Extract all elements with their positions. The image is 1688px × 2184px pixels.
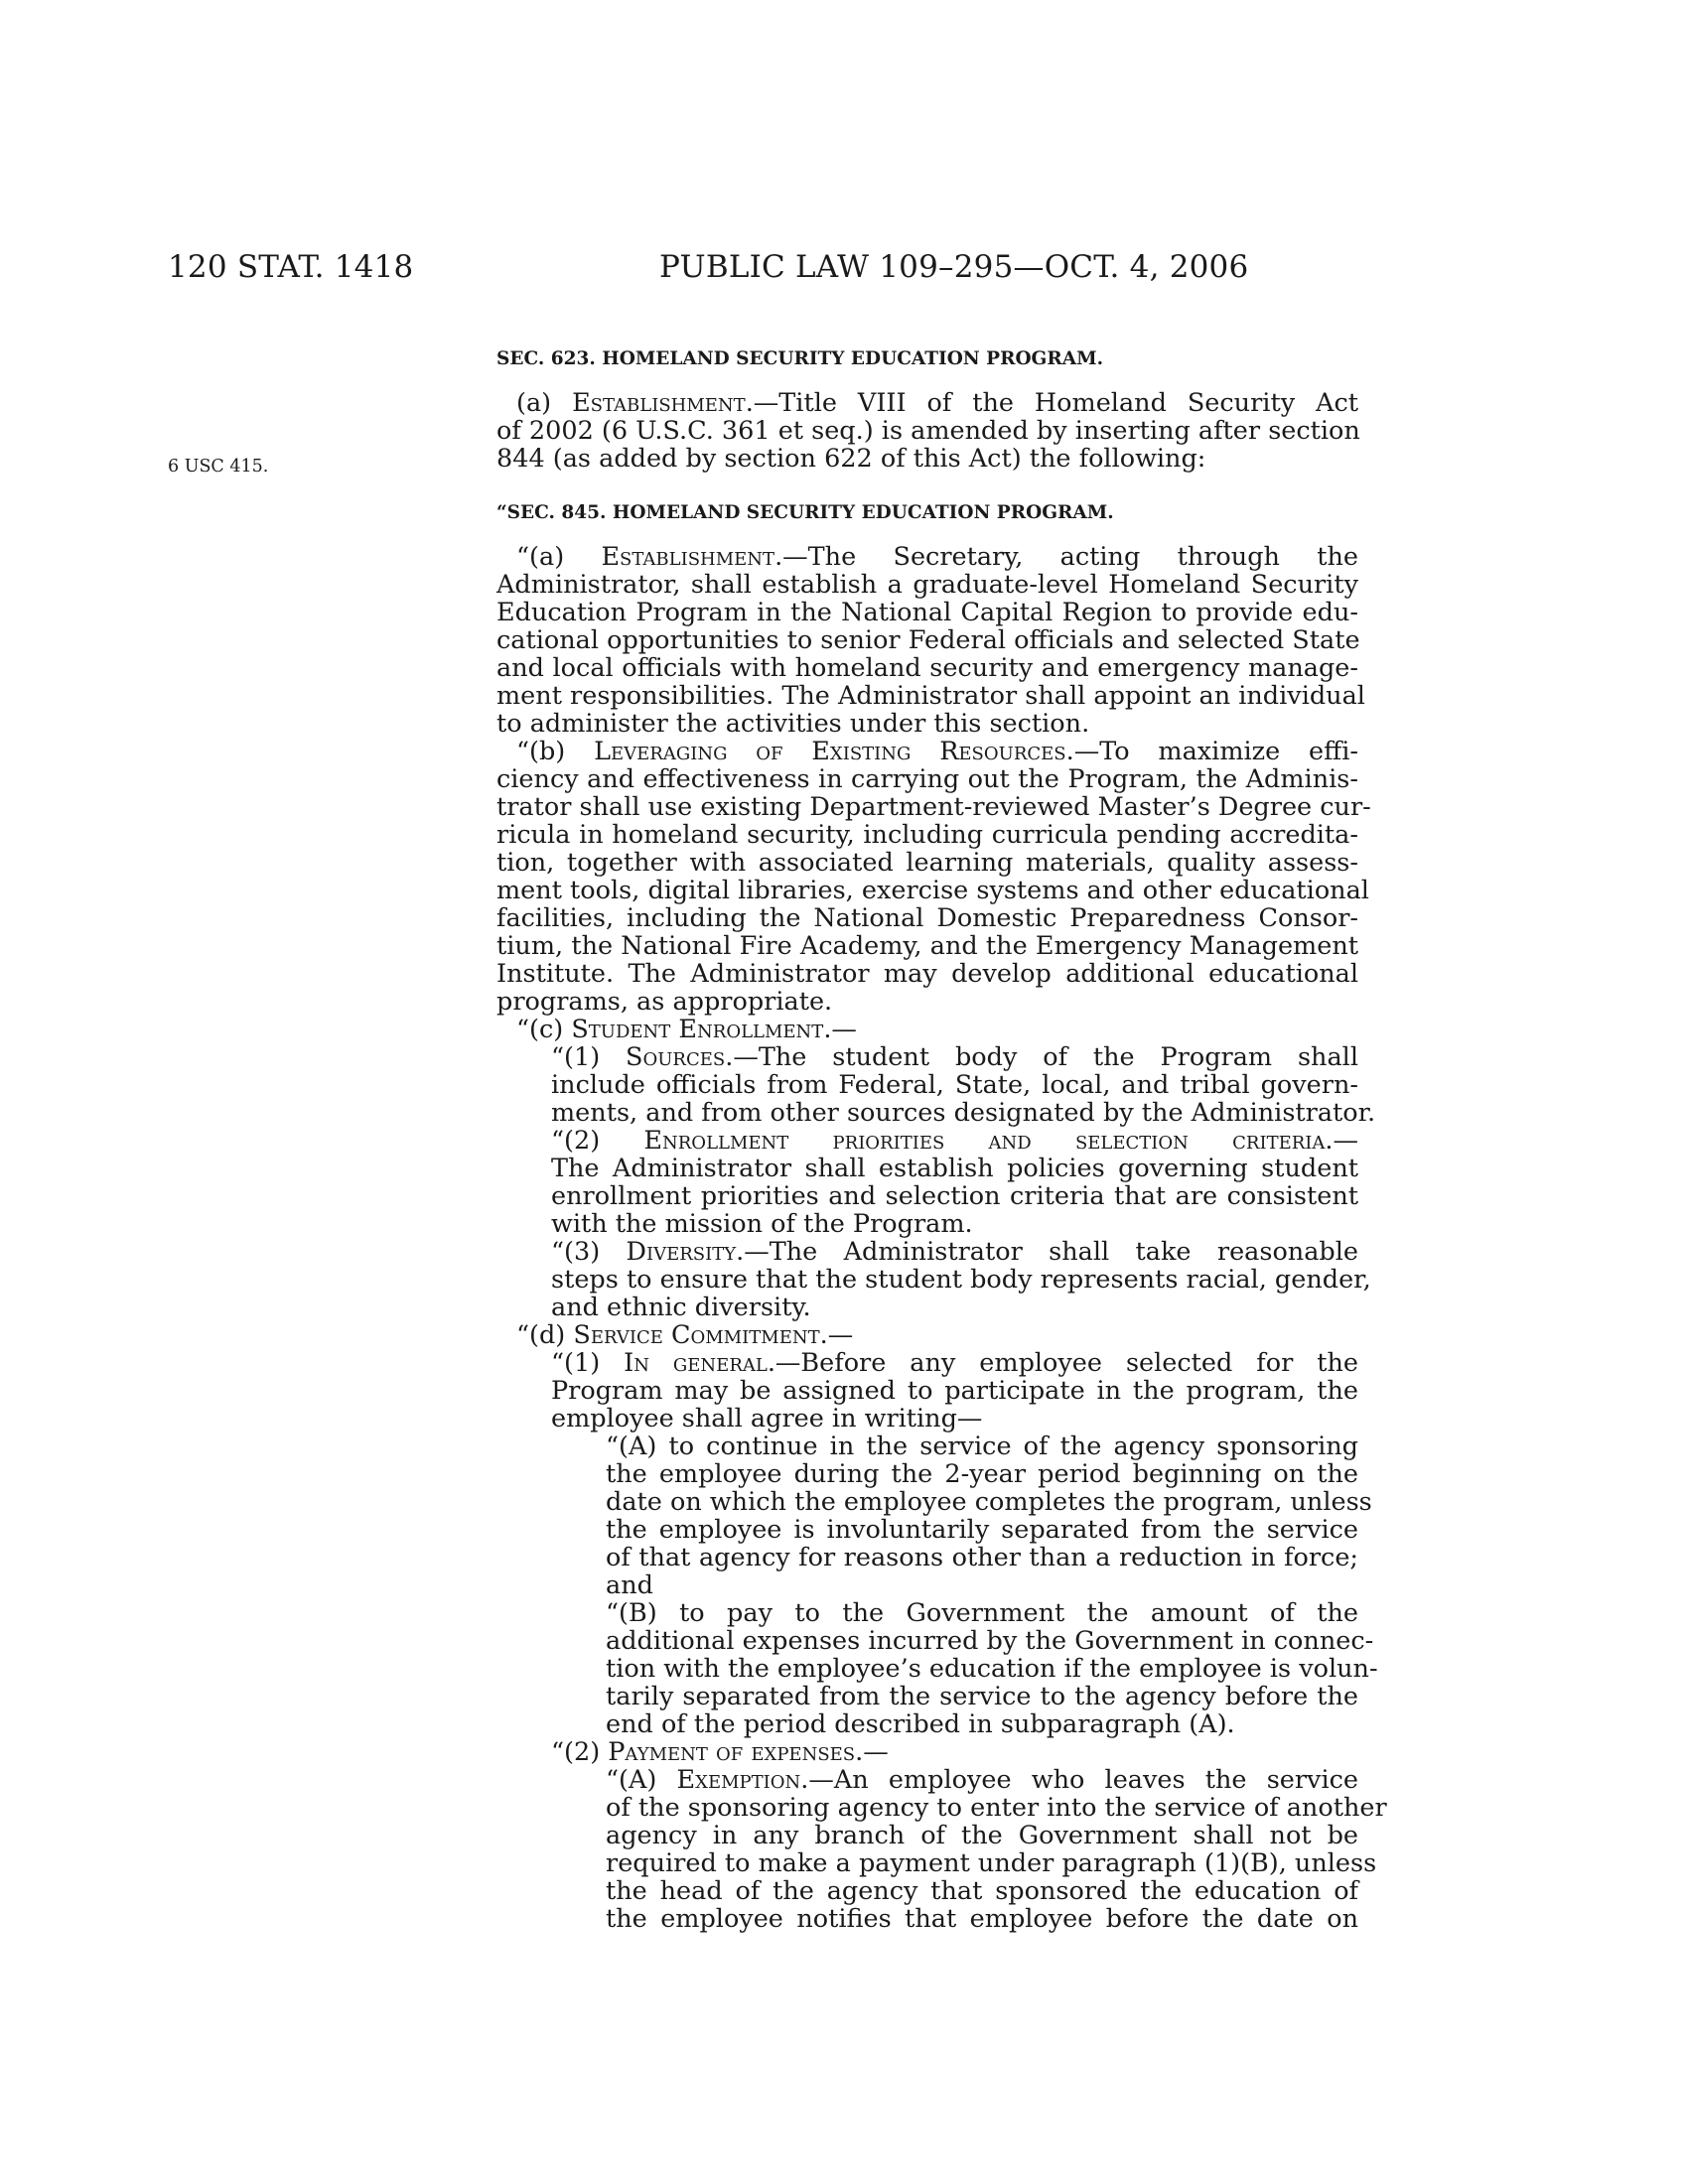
text-line: Program may be assigned to participate in the program, the (551, 1376, 1358, 1406)
text-line: tion, together with associated learning materials, quality assess- (496, 848, 1358, 878)
text-line: tium, the National Fire Academy, and the Emergency Management (496, 931, 1358, 961)
text-line: tion with the employee’s education if the employee is volun- (606, 1654, 1378, 1684)
text-line: tarily separated from the service to the agency before the (606, 1682, 1358, 1711)
text-line: of that agency for reasons other than a reduction in force; (606, 1543, 1358, 1572)
text-line: and (606, 1570, 653, 1600)
text-line: required to make a payment under paragraph (1)(B), unless (606, 1848, 1377, 1878)
text-line: enrollment priorities and selection criteria that are consistent (551, 1181, 1358, 1211)
text-line: “(A) Exemption.—An employee who leaves the service (606, 1765, 1358, 1795)
text-line: “(1) Sources.—The student body of the Program shall (551, 1042, 1358, 1072)
text-line: the employee is involuntarily separated from the service (606, 1515, 1358, 1545)
text-line: the head of the agency that sponsored the education of (606, 1876, 1358, 1906)
text-line: “(1) In general.—Before any employee selected for the (551, 1348, 1358, 1378)
text-line: “(3) Diversity.—The Administrator shall take reasonable (551, 1237, 1358, 1267)
text-line: ments, and from other sources designated by the Administrator. (551, 1098, 1376, 1128)
text-line: 844 (as added by section 622 of this Act) the following: (496, 444, 1206, 474)
text-line: employee shall agree in writing— (551, 1404, 983, 1433)
statute-text (496, 345, 1387, 1934)
text-line: “(d) Service Commitment.— (516, 1320, 854, 1350)
text-line: “(a) Establishment.—The Secretary, acting through the (516, 542, 1359, 572)
public-law-header: PUBLIC LAW 109–295—OCT. 4, 2006 (659, 249, 1249, 285)
text-line: steps to ensure that the student body represents racial, gender, (551, 1265, 1371, 1295)
text-line: “(A) to continue in the service of the agency sponsoring (606, 1432, 1358, 1461)
text-line: programs, as appropriate. (496, 987, 833, 1017)
text-line: “(2) Enrollment priorities and selection criteria.— (551, 1126, 1358, 1156)
text-line: agency in any branch of the Government shall not be (606, 1821, 1358, 1850)
text-line: of 2002 (6 U.S.C. 361 et seq.) is amended by inserting after section (496, 416, 1360, 446)
text-line: (a) Establishment.—Title VIII of the Homeland Security Act (516, 388, 1358, 418)
text-line: “(b) Leveraging of Existing Resources.—To maximize effi- (516, 737, 1358, 766)
text-line: include officials from Federal, State, local, and tribal govern- (551, 1070, 1358, 1100)
text-line: the employee during the 2-year period beginning on the (606, 1459, 1358, 1489)
section-heading: SEC. 623. HOMELAND SECURITY EDUCATION PROGRAM. (496, 348, 1104, 369)
text-line: and ethnic diversity. (551, 1293, 811, 1322)
text-line: ricula in homeland security, including curricula pending accredita- (496, 820, 1358, 850)
text-line: and local officials with homeland security and emergency manage- (496, 653, 1358, 683)
section-heading: “SEC. 845. HOMELAND SECURITY EDUCATION PROGRAM. (496, 502, 1114, 523)
text-line: The Administrator shall establish policies governing student (551, 1154, 1358, 1183)
text-line: with the mission of the Program. (551, 1209, 973, 1239)
text-line: “(c) Student Enrollment.— (516, 1015, 857, 1044)
text-line: to administer the activities under this section. (496, 709, 1090, 739)
text-line: ment tools, digital libraries, exercise systems and other educational (496, 876, 1369, 905)
text-line: additional expenses incurred by the Government in connec- (606, 1626, 1374, 1656)
text-line: cational opportunities to senior Federal officials and selected State (496, 625, 1360, 655)
text-line: Education Program in the National Capital Region to provide edu- (496, 598, 1358, 627)
text-line: “(B) to pay to the Government the amount of the (606, 1598, 1358, 1628)
text-line: ment responsibilities. The Administrator shall appoint an individual (496, 681, 1365, 711)
margin-note-usc: 6 USC 415. (168, 457, 269, 477)
text-line: Administrator, shall establish a graduate-level Homeland Security (496, 570, 1358, 600)
text-line: end of the period described in subparagraph (A). (606, 1709, 1235, 1739)
text-line: ciency and effectiveness in carrying out the Program, the Adminis- (496, 764, 1358, 794)
text-line: Institute. The Administrator may develop additional educational (496, 959, 1358, 989)
text-line: date on which the employee completes the program, unless (606, 1487, 1372, 1517)
text-line: trator shall use existing Department-reviewed Master’s Degree cur- (496, 792, 1371, 822)
text-line: facilities, including the National Domestic Preparedness Consor- (496, 903, 1358, 933)
text-line: “(2) Payment of expenses.— (551, 1737, 889, 1767)
text-line: of the sponsoring agency to enter into the service of another (606, 1793, 1387, 1823)
page-reference: 120 STAT. 1418 (168, 249, 414, 285)
text-line: the employee notifies that employee before the date on (606, 1904, 1358, 1934)
